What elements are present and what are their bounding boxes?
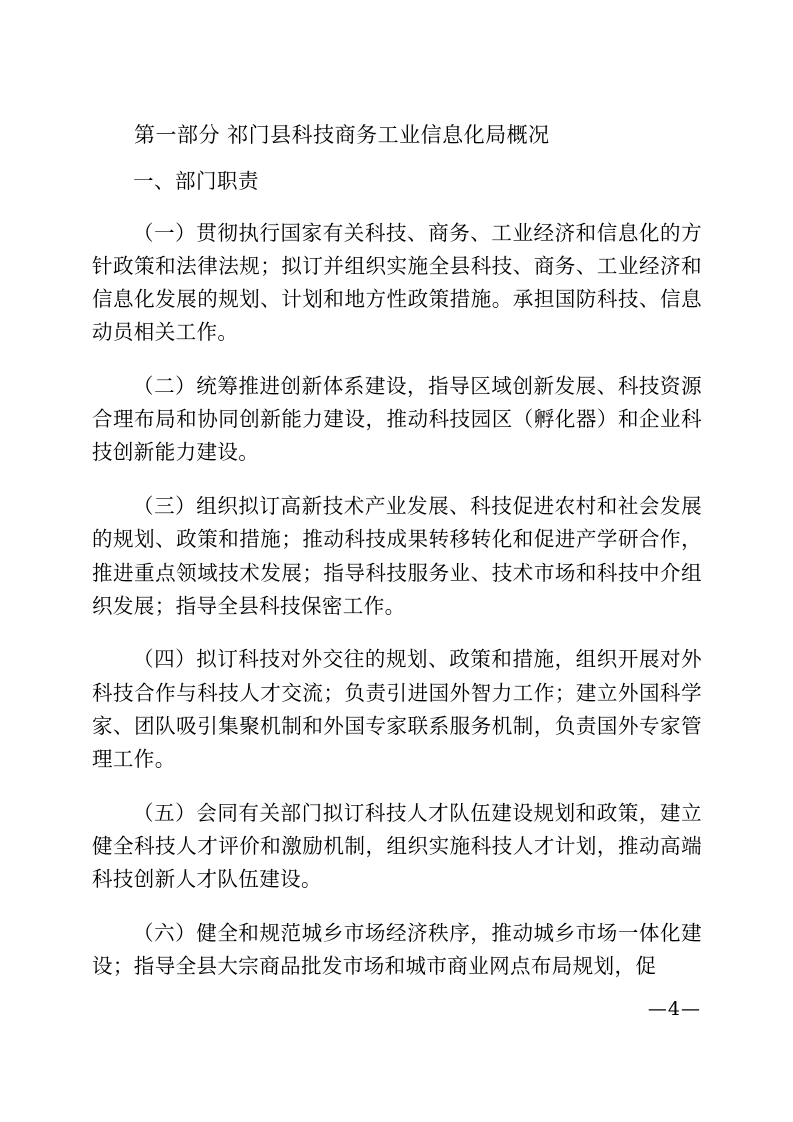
paragraph: （一）贯彻执行国家有关科技、商务、工业经济和信息化的方针政策和法律法规；拟订并组织实施全县科技、商务、工业经济和信息化发展的规划、计划和地方性政策措施。承担国防科技、信息动员相关工作。 [92,220,702,345]
paragraph: （三）组织拟订高新技术产业发展、科技促进农村和社会发展的规划、政策和措施；推动科技成果转移转化和促进产学研合作，推进重点领域技术发展；指导科技服务业、技术市场和科技中介组织发展；指导全县科技保密工作。 [92,494,702,618]
page-number: —4— [647,998,701,1020]
paragraph: （四）拟订科技对外交往的规划、政策和措施，组织开展对外科技合作与科技人才交流；负责引进国外智力工作；建立外国科学家、团队吸引集聚机制和外国专家联系服务机制，负责国外专家管理工作。 [92,647,702,772]
paragraph: （六）健全和规范城乡市场经济秩序，推动城乡市场一体化建设；指导全县大宗商品批发市场和城市商业网点布局规划，促 [92,920,702,979]
paragraph: （五）会同有关部门拟订科技人才队伍建设规划和政策，建立健全科技人才评价和激励机制，组织实施科技人才计划，推动高端科技创新人才队伍建设。 [92,800,702,892]
document-content [92,120,702,987]
paragraph: （二）统筹推进创新体系建设，指导区域创新发展、科技资源合理布局和协同创新能力建设，推动科技园区（孵化器）和企业科技创新能力建设。 [92,374,702,465]
page-title: 第一部分 祁门县科技商务工业信息化局概况 [134,123,550,147]
section-heading: 一、部门职责 [133,168,259,193]
